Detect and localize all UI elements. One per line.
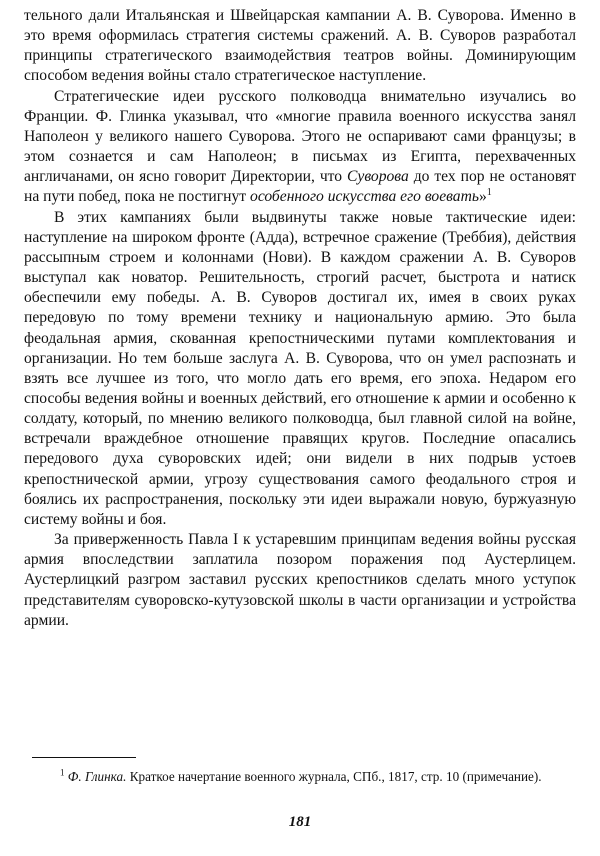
paragraph-2 <box>24 87 576 208</box>
text-run: В этих кампаниях были выдвинуты также новые тактические идеи: наступление на широком фронте (Адда), встречное сражение (Треббия), действия рассыпным строем и колоннами (Нови). В каждом сражении А. В. Суворов выступал как новатор. Решительность, строгий расчет, быстрота и натиск обеспечили ему победы. А. В. Суворов достигал их, имея в своих руках передовую по тому времени технику и национальную армию. Это была феодальная армия, скованная крепостническими путами комплектования и организации. Но тем больше заслуга А. В. Суворова, что он умел распознать и взять все лучшее из того, что могло дать его время, его эпоха. Недаром его способы ведения войны и военных действий, его отношение к армии и особенно к солдату, который, по мнению великого полководца, был главной силой на войне, встречали враждебное отношение правящих кругов. Последние опасались передового духа суворовских идей; они видели в них подрыв устоев крепостнической армии, угрозу существования самого феодального строя и боялись их распространения, поскольку эти идеи выражали новую, буржуазную систему войны и боя. <box>24 208 576 528</box>
page-number: 181 <box>288 814 312 830</box>
footnote-marker: 1 <box>60 767 65 778</box>
text-run: тельного дали Итальянская и Швейцарская кампании А. В. Суворова. Именно в это время оформилась стратегия системы сражений. А. В. Суворов разработал принципы стратегического взаимодействия театров войны. Доминирующим способом ведения войны стало стратегическое наступление. <box>24 7 576 85</box>
text-run: » <box>478 188 487 206</box>
paragraph-3 <box>24 208 576 531</box>
text-run: Стратегические идеи русского полководца внимательно изучались во Франции. Ф. Глинка указывал, что «многие правила военного искусства занял Наполеон у великого нашего Суворова. Этого не оспаривают сами французы; в этом сознается и сам Наполеон; в письмах из Египта, перехваченных англичанами, он ясно говорит Директории, что <box>24 87 576 186</box>
paragraph-4 <box>24 530 576 631</box>
page-body <box>24 6 576 631</box>
text-run: до тех пор не остановят на пути побед, пока не постигнут <box>24 168 576 206</box>
text-run: За приверженность Павла I к устаревшим принципам ведения войны русская армия впоследствии заплатила позором поражения под Аустерлицем. Аустерлицкий разгром заставил русских крепостников сделать много уступок представителям суворовско-кутузовской школы в части организации и устройства армии. <box>24 531 576 629</box>
footnote <box>32 768 558 785</box>
footnote-divider <box>32 757 136 758</box>
italic-run: особенного искусства его воевать <box>250 188 479 206</box>
paragraph-1 <box>24 6 576 87</box>
footnote-reference: 1 <box>486 187 492 199</box>
footnote-text: Краткое начертание военного журнала, СПб., 1817, стр. 10 (примечание). <box>126 769 542 784</box>
footnote-author: Ф. Глинка. <box>67 769 127 784</box>
italic-run: Суворова <box>347 168 409 186</box>
